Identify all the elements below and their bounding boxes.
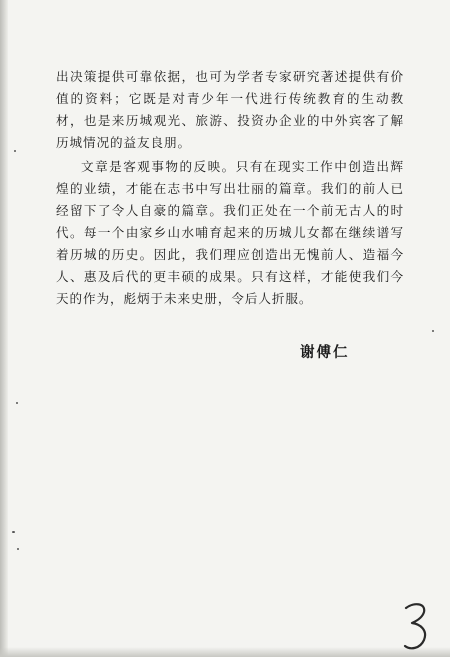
- paragraph: 文章是客观事物的反映。只有在现实工作中创造出辉煌的业绩，才能在志书中写出壮丽的篇章。我们的前人已经留下了令人自豪的篇章。我们正处在一个前无古人的时代。每一个由家乡山水哺育起来的历城儿女都在继续谱写着历城的历史。因此，我们理应创造出无愧前人、造福今人、惠及后代的更丰硕的成果。只有这样，才能使我们今天的作为，彪炳于未来史册，令后人折服。: [56, 159, 404, 306]
- scan-edge-left: [0, 0, 8, 657]
- scan-speck: [14, 150, 16, 152]
- scan-edge-bottom: [0, 647, 450, 657]
- handwritten-page-number: [400, 600, 436, 652]
- scan-speck: [16, 402, 18, 404]
- scan-speck: [432, 330, 434, 332]
- body-text: [56, 66, 404, 312]
- scan-speck: [17, 548, 19, 550]
- scan-speck: [12, 531, 15, 533]
- author-signature: 谢傅仁: [300, 345, 350, 361]
- paragraph: 出决策提供可靠依据，也可为学者专家研究著述提供有价值的资料；它既是对青少年一代进行传统教育的生动教材，也是来历城观光、旅游、投资办企业的中外宾客了解历城情况的益友良朋。: [56, 69, 404, 150]
